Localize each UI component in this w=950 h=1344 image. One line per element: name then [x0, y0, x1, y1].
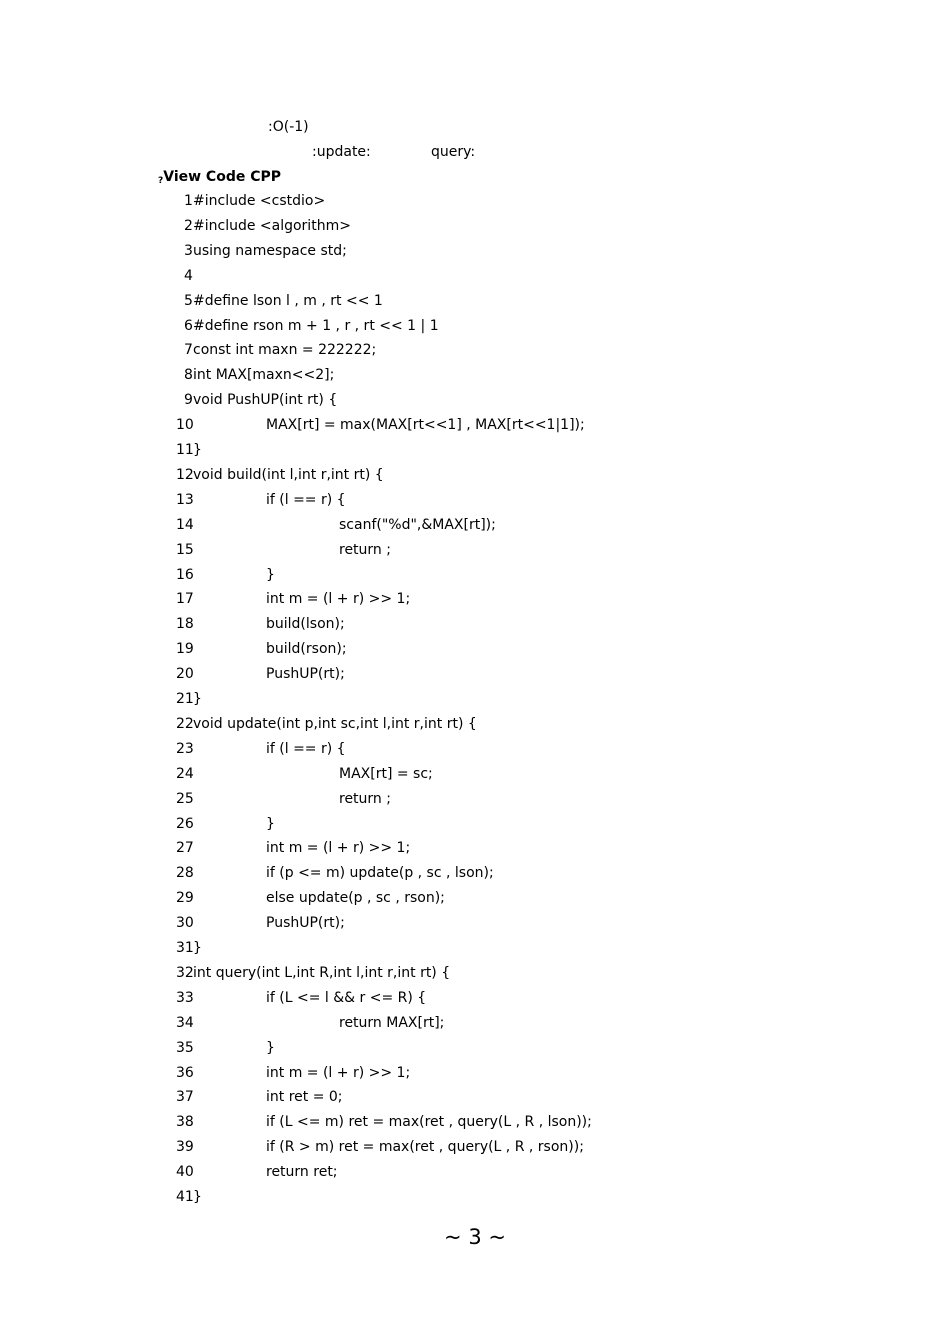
line-number: 13 [176, 491, 194, 508]
line-number: 37 [176, 1089, 194, 1106]
code-text: void update(int p,int sc,int l,int r,int rt) { [193, 715, 477, 732]
line-number: 19 [176, 641, 194, 658]
code-text: MAX[rt] = max(MAX[rt<<1] , MAX[rt<<1|1]); [266, 417, 585, 434]
line-number: 33 [176, 989, 194, 1006]
line-number: 31 [176, 940, 194, 956]
code-text: void build(int l,int r,int rt) { [193, 466, 384, 483]
code-text: int m = (l + r) >> 1; [266, 1064, 411, 1081]
code-text: } [193, 940, 202, 956]
line-number: 40 [176, 1164, 194, 1181]
page-number: ~ 3 ~ [444, 1225, 506, 1249]
line-number: 6 [184, 317, 193, 334]
complexity-text: :O(-1) [268, 119, 309, 135]
code-text: build(rson); [266, 641, 347, 658]
code-text: return ret; [266, 1164, 338, 1181]
line-number: 29 [176, 890, 194, 907]
line-number: 34 [176, 1014, 194, 1031]
line-number: 32 [176, 964, 194, 981]
code-text: return ; [339, 541, 391, 558]
code-text: } [266, 1039, 275, 1056]
line-number: 39 [176, 1139, 194, 1156]
code-text: int query(int L,int R,int l,int r,int rt) { [193, 964, 451, 981]
line-number: 27 [176, 840, 194, 857]
code-text: #include <algorithm> [193, 217, 351, 234]
line-number: 12 [176, 466, 194, 483]
code-text: } [193, 442, 202, 458]
query-label: query: [431, 144, 476, 160]
code-text: const int maxn = 222222; [193, 342, 377, 359]
line-number: 11 [176, 442, 194, 458]
line-number: 18 [176, 616, 194, 633]
code-text: int m = (l + r) >> 1; [266, 840, 411, 857]
line-number: 35 [176, 1039, 194, 1056]
code-text: if (L <= m) ret = max(ret , query(L , R , lson)); [266, 1114, 592, 1131]
line-number: 10 [176, 417, 194, 434]
line-number: 22 [176, 715, 194, 732]
code-text: PushUP(rt); [266, 666, 345, 683]
line-number: 3 [184, 242, 193, 259]
code-block-title-text: View Code CPP [163, 169, 282, 185]
code-text: if (l == r) { [266, 740, 346, 757]
line-number: 9 [184, 392, 193, 409]
code-text: } [193, 691, 202, 707]
line-number: 30 [176, 915, 194, 932]
line-number: 5 [184, 292, 193, 309]
code-text: int MAX[maxn<<2]; [193, 367, 335, 384]
line-number: 7 [184, 342, 193, 359]
line-number: 14 [176, 516, 194, 533]
code-text: } [193, 1189, 202, 1205]
code-text: return MAX[rt]; [339, 1014, 445, 1031]
code-text: return ; [339, 790, 391, 807]
code-text: else update(p , sc , rson); [266, 890, 445, 907]
line-number: 2 [184, 217, 193, 234]
line-number: 1 [184, 193, 193, 209]
code-text: } [266, 815, 275, 832]
code-text: void PushUP(int rt) { [193, 392, 338, 409]
code-block-title [158, 167, 281, 191]
code-text: int m = (l + r) >> 1; [266, 591, 411, 608]
line-number: 28 [176, 865, 194, 882]
code-text: build(lson); [266, 616, 345, 633]
code-text: using namespace std; [193, 242, 347, 259]
code-text: MAX[rt] = sc; [339, 765, 433, 782]
code-text: #include <cstdio> [193, 193, 326, 209]
line-number: 20 [176, 666, 194, 683]
line-number: 24 [176, 765, 194, 782]
code-text: scanf("%d",&MAX[rt]); [339, 516, 496, 533]
line-number: 21 [176, 691, 194, 707]
line-number: 15 [176, 541, 194, 558]
line-number: 38 [176, 1114, 194, 1131]
line-number: 36 [176, 1064, 194, 1081]
code-text: int ret = 0; [266, 1089, 343, 1106]
line-number: 25 [176, 790, 194, 807]
code-text: #define lson l , m , rt << 1 [193, 292, 383, 309]
code-text: if (L <= l && r <= R) { [266, 989, 427, 1006]
code-text: if (R > m) ret = max(ret , query(L , R , rson)); [266, 1139, 584, 1156]
copy-code-icon[interactable]: ? [158, 176, 164, 186]
code-text: if (p <= m) update(p , sc , lson); [266, 865, 494, 882]
code-text: if (l == r) { [266, 491, 346, 508]
line-number: 26 [176, 815, 194, 832]
line-number: 23 [176, 740, 194, 757]
code-text: #define rson m + 1 , r , rt << 1 | 1 [193, 317, 439, 334]
line-number: 41 [176, 1189, 194, 1205]
code-text: PushUP(rt); [266, 915, 345, 932]
line-number: 17 [176, 591, 194, 608]
line-number: 4 [184, 267, 193, 284]
line-number: 8 [184, 367, 193, 384]
update-label: :update: [312, 144, 371, 160]
code-text: } [266, 566, 275, 583]
line-number: 16 [176, 566, 194, 583]
